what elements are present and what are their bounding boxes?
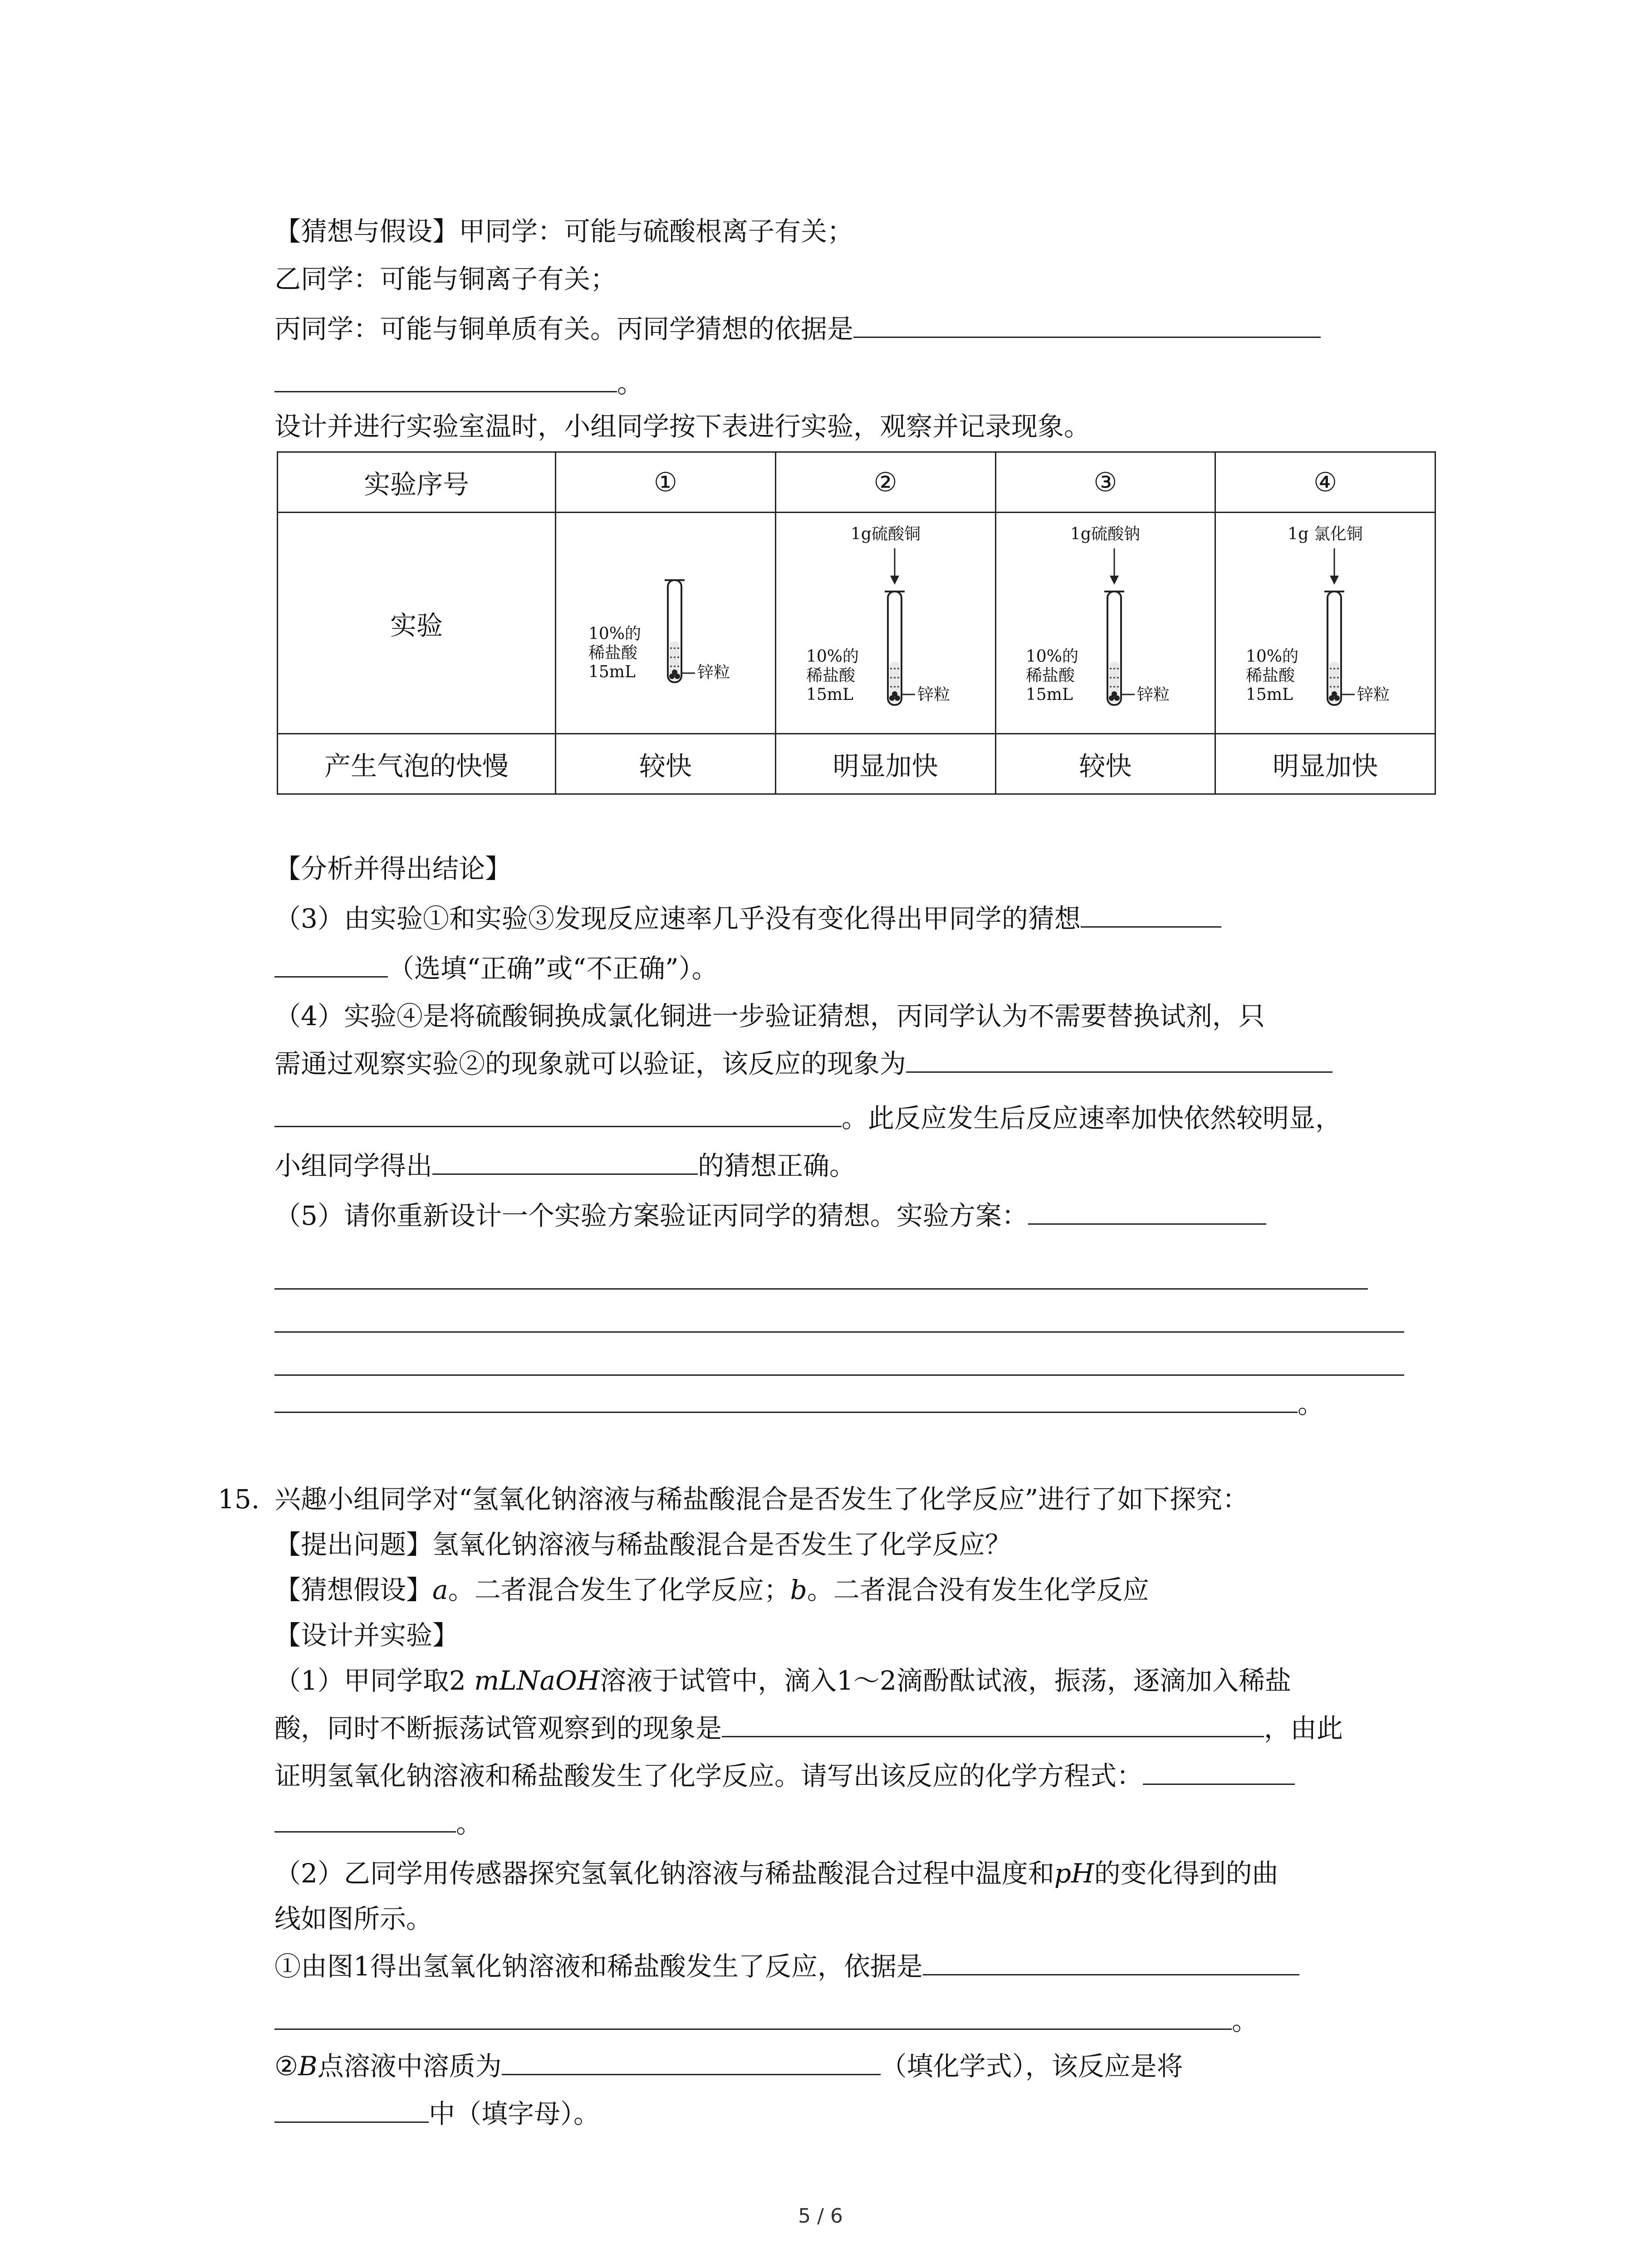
table-header-cell: ③ xyxy=(995,452,1215,513)
q15-part2-line2: 线如图所示。 xyxy=(274,1903,433,1934)
q15-sub2-text: （填化学式），该反应是将 xyxy=(880,2051,1183,2082)
hypothesis-c-cont xyxy=(274,367,643,399)
q15-design-heading: 【设计并实验】 xyxy=(274,1620,459,1651)
table-cell: 明显加快 xyxy=(775,734,995,794)
table-header-cell: ④ xyxy=(1215,452,1435,513)
reagent-label: 1g硫酸铜 xyxy=(850,524,921,543)
answer-blank[interactable] xyxy=(1081,903,1221,928)
acid-label: 稀盐酸 xyxy=(1026,666,1075,685)
question-3-text: （3）由实验①和实验③发现反应速率几乎没有变化得出甲同学的猜想 xyxy=(274,903,1081,934)
q15-unit: mLNaOH xyxy=(474,1665,600,1696)
reagent-label: 1g硫酸钠 xyxy=(1070,524,1141,543)
answer-blank[interactable] xyxy=(274,1388,1298,1413)
question-4-line3 xyxy=(274,1102,1342,1134)
answer-blank[interactable] xyxy=(274,2005,1232,2030)
page-number: 5 / 6 xyxy=(798,2204,843,2228)
test-tube-diagram-2 xyxy=(777,517,994,730)
answer-blank[interactable] xyxy=(1028,1200,1266,1225)
acid-label: 10%的 xyxy=(1026,647,1079,666)
acid-label: 15mL xyxy=(1246,685,1293,704)
zinc-label: 锌粒 xyxy=(917,685,950,704)
period: 。 xyxy=(1298,1388,1324,1419)
table-cell: 明显加快 xyxy=(1215,734,1435,794)
hypothesis-heading: 【猜想与假设】甲同学：可能与硫酸根离子有关； xyxy=(274,216,854,247)
question-3 xyxy=(274,903,1221,934)
q15-part1-line3 xyxy=(274,1760,1295,1792)
test-tube-diagram-4 xyxy=(1216,517,1434,730)
q15-hyp-b: b xyxy=(790,1574,807,1605)
q15-part1-text: ，由此 xyxy=(1264,1713,1343,1744)
experiment-4-cell xyxy=(1215,513,1435,734)
question-4-text: 。此反应发生后反应速率加快依然较明显， xyxy=(842,1103,1342,1134)
answer-blank[interactable] xyxy=(274,2098,429,2123)
q15-part1-line4 xyxy=(274,1808,482,1839)
question-15-number: 15. xyxy=(218,1484,260,1515)
q15-part1 xyxy=(274,1665,1291,1696)
table-row-label: 产生气泡的快慢 xyxy=(278,734,556,794)
q15-ph: pH xyxy=(1054,1858,1094,1889)
answer-blank[interactable] xyxy=(432,1150,698,1175)
acid-label: 稀盐酸 xyxy=(806,666,855,685)
q15-sub2-text: ② xyxy=(274,2051,298,2082)
question-3-cont xyxy=(274,953,718,984)
q15-hyp-a: a xyxy=(432,1574,448,1605)
hypothesis-b: 乙同学：可能与铜离子有关； xyxy=(274,264,617,294)
question-4-line4 xyxy=(274,1150,856,1182)
acid-label: 15mL xyxy=(806,685,853,704)
answer-blank[interactable] xyxy=(502,2050,881,2075)
period: 。 xyxy=(456,1808,483,1839)
table-row xyxy=(278,452,1435,513)
acid-label: 10%的 xyxy=(588,624,641,643)
q15-part1-text: 证明氢氧化钠溶液和稀盐酸发生了化学反应。请写出该反应的化学方程式： xyxy=(274,1760,1143,1791)
q15-hyp-heading: 【猜想假设】 xyxy=(274,1574,433,1605)
q15-part2-sub1-cont xyxy=(274,2005,1258,2037)
q15-part1-text: 溶液于试管中，滴入1～2滴酚酞试液，振荡，逐滴加入稀盐 xyxy=(600,1665,1292,1696)
question-15-intro: 兴趣小组同学对“氢氧化钠溶液与稀盐酸混合是否发生了化学反应”进行了如下探究： xyxy=(274,1484,1249,1515)
experiment-1-cell xyxy=(556,513,776,734)
answer-blank[interactable] xyxy=(722,1712,1264,1737)
acid-label: 15mL xyxy=(1026,685,1073,704)
question-4-text: 的猜想正确。 xyxy=(698,1150,856,1181)
analysis-heading: 【分析并得出结论】 xyxy=(274,853,512,884)
q15-hyp-text: 。二者混合发生了化学反应； xyxy=(448,1574,790,1605)
answer-blank[interactable] xyxy=(274,1808,456,1833)
experiment-3-cell xyxy=(995,513,1215,734)
acid-label: 15mL xyxy=(588,662,636,681)
answer-blank[interactable] xyxy=(1143,1760,1295,1785)
hypothesis-c xyxy=(274,313,1321,345)
question-4-text: 需通过观察实验②的现象就可以验证，该反应的现象为 xyxy=(274,1048,906,1079)
question-5 xyxy=(274,1200,1266,1232)
table-header-cell: ② xyxy=(775,452,995,513)
table-row-label: 实验 xyxy=(278,513,556,734)
q15-sub1-text: ①由图1得出氢氧化钠溶液和稀盐酸发生了反应，依据是 xyxy=(274,1951,923,1982)
experiment-2-cell xyxy=(775,513,995,734)
table-row xyxy=(278,734,1435,794)
q15-part1-text: 酸，同时不断振荡试管观察到的现象是 xyxy=(274,1713,722,1744)
test-tube-diagram-1 xyxy=(557,517,774,730)
q15-problem: 【提出问题】氢氧化钠溶液与稀盐酸混合是否发生了化学反应？ xyxy=(274,1529,1012,1560)
period: 。 xyxy=(1232,2005,1259,2036)
q15-hypothesis xyxy=(274,1574,1149,1606)
answer-line[interactable] xyxy=(274,1288,1368,1290)
acid-label: 稀盐酸 xyxy=(1246,666,1295,685)
table-cell: 较快 xyxy=(995,734,1215,794)
q15-hyp-text: 。二者混合没有发生化学反应 xyxy=(807,1574,1149,1605)
answer-blank[interactable] xyxy=(853,313,1321,338)
acid-label: 10%的 xyxy=(1246,647,1299,666)
period: 。 xyxy=(617,368,644,399)
table-cell: 较快 xyxy=(556,734,776,794)
table-row xyxy=(278,513,1435,734)
table-header-cell: ① xyxy=(556,452,776,513)
zinc-label: 锌粒 xyxy=(1357,685,1390,704)
answer-blank[interactable] xyxy=(906,1048,1332,1073)
experiment-intro: 设计并进行实验室温时，小组同学按下表进行实验，观察并记录现象。 xyxy=(274,411,1091,442)
q15-part2 xyxy=(274,1857,1279,1889)
question-4-line2 xyxy=(274,1048,1332,1080)
q15-part2-sub2 xyxy=(274,2050,1183,2082)
zinc-label: 锌粒 xyxy=(697,663,730,682)
test-tube-diagram-3 xyxy=(996,517,1214,730)
zinc-label: 锌粒 xyxy=(1137,685,1170,704)
question-4: （4）实验④是将硫酸铜换成氯化铜进一步验证猜想，丙同学认为不需要替换试剂，只 xyxy=(274,1001,1265,1031)
question-5-cont xyxy=(274,1388,1324,1420)
answer-line[interactable] xyxy=(274,1331,1404,1333)
acid-label: 10%的 xyxy=(806,647,859,666)
q15-part2-text: （2）乙同学用传感器探究氢氧化钠溶液与稀盐酸混合过程中温度和 xyxy=(274,1858,1054,1889)
answer-blank[interactable] xyxy=(923,1950,1299,1975)
answer-blank[interactable] xyxy=(274,367,617,392)
q15-part2-sub2-cont xyxy=(274,2098,600,2130)
q15-point-b: B xyxy=(298,2051,318,2082)
q15-part1-text: （1）甲同学取2 xyxy=(274,1665,475,1696)
reagent-label: 1g 氯化铜 xyxy=(1288,524,1363,543)
acid-label: 稀盐酸 xyxy=(588,643,637,662)
question-3-hint: （选填“正确”或“不正确”）。 xyxy=(388,953,718,984)
table-header-cell: 实验序号 xyxy=(278,452,556,513)
hypothesis-c-text: 丙同学：可能与铜单质有关。丙同学猜想的依据是 xyxy=(274,313,854,344)
q15-part2-sub1 xyxy=(274,1950,1299,1982)
q15-part1-line2 xyxy=(274,1712,1343,1744)
q15-sub2-text: 中（填字母）。 xyxy=(429,2098,600,2129)
experiment-table xyxy=(277,451,1436,795)
answer-blank[interactable] xyxy=(274,953,388,978)
q15-part2-text: 的变化得到的曲 xyxy=(1094,1858,1279,1889)
q15-sub2-text: 点溶液中溶质为 xyxy=(317,2051,502,2082)
answer-blank[interactable] xyxy=(274,1102,842,1127)
answer-line[interactable] xyxy=(274,1374,1404,1376)
question-4-text: 小组同学得出 xyxy=(274,1150,433,1181)
question-5-text: （5）请你重新设计一个实验方案验证丙同学的猜想。实验方案： xyxy=(274,1200,1028,1231)
